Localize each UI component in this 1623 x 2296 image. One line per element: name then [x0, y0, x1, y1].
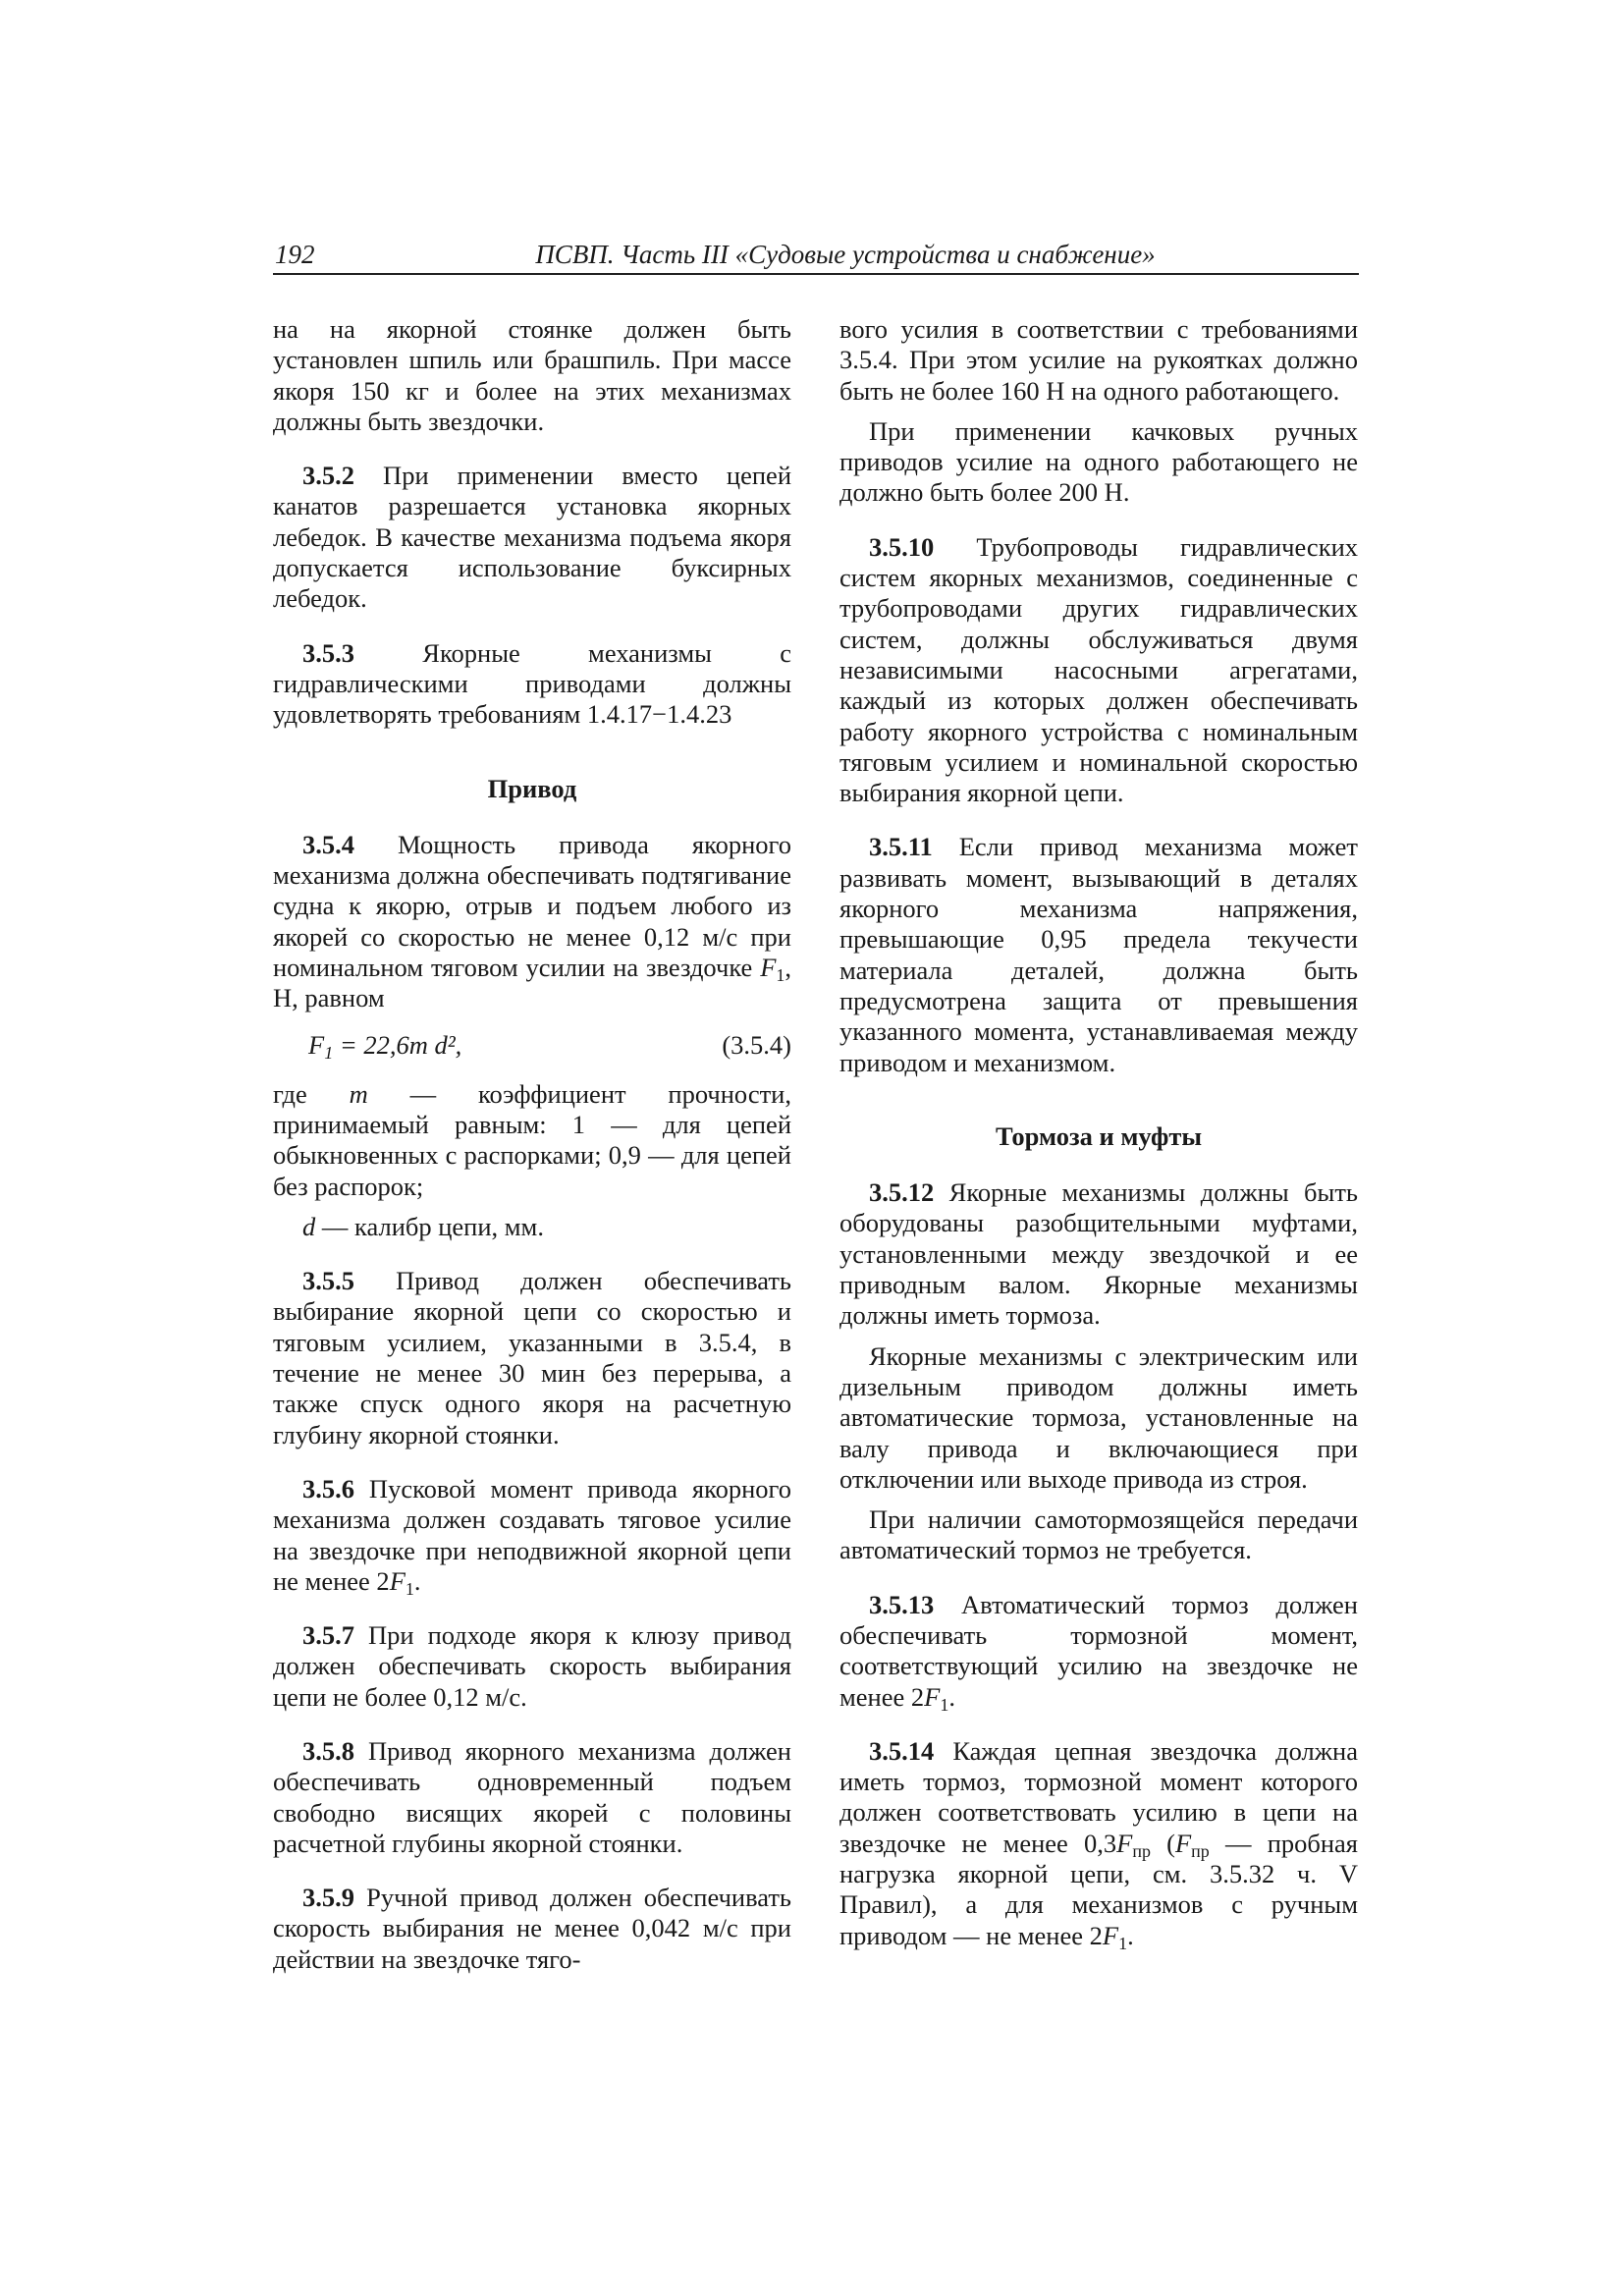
section-3-5-13 [839, 1590, 1358, 1713]
page-number: 192 [275, 240, 315, 269]
section-text-tail: . [413, 1565, 421, 1596]
section-number: 3.5.2 [302, 461, 354, 491]
section-text: Каждая цепная звездочка должна иметь тормоз, тормозной момент которого должен соответствовать усилию в цепи на звездочке не менее 0,3 [839, 1735, 1358, 1858]
symbol-F: F [1174, 1828, 1192, 1858]
subscript: пр [1132, 1840, 1151, 1861]
section-number: 3.5.9 [302, 1883, 354, 1913]
subscript: 1 [405, 1578, 414, 1599]
section-text: Якорные механизмы с гидравлическими приводами должны удовлетворять требованиям 1.4.17−1.4.23 [273, 637, 791, 730]
section-text: Ручной привод должен обеспечивать скорость выбирания не менее 0,042 м/с при действии на звездочке тяго- [273, 1883, 791, 1974]
section-text: Трубопроводы гидравлических систем якорных механизмов, соединенные с трубопроводами других гидравлических систем, должны обслуживаться двумя независимыми насосными агрегатами, каждый из которых должен обеспечивать работу якорного устройства с номинальным тяговым усилием и номинальной скоростью выбирания якорной цепи. [839, 531, 1358, 808]
where-text: — коэффициент прочности, принимаемый равным: 1 — для цепей обыкновенных с распорками; 0,9 — для цепей без распорок; [273, 1078, 791, 1201]
formula-expression [308, 1030, 461, 1061]
section-3-5-11 [839, 832, 1358, 1077]
section-3-5-6 [273, 1474, 791, 1597]
section-number: 3.5.6 [302, 1473, 354, 1503]
paragraph-self-braking: При наличии самотормозящейся передачи автоматический тормоз не требуется. [839, 1504, 1358, 1565]
section-3-5-8 [273, 1736, 791, 1859]
subscript: 1 [1118, 1933, 1128, 1953]
subscript: 1 [940, 1694, 949, 1715]
symbol-d: d [302, 1211, 316, 1241]
section-text: Если привод механизма может развивать момент, вызывающий в деталях якорного механизма напряжения, превышающие 0,95 предела текучести материала деталей, должна быть предусмотрена защита от превышения указанного момента, устанавливаемая между приводом и механизмом. [839, 832, 1358, 1077]
header-title: ПСВП. Часть III «Судовые устройства и снабжение» [535, 240, 1156, 269]
section-3-5-5 [273, 1266, 791, 1450]
section-text: Автоматический тормоз должен обеспечивать тормозной момент, соответствующий усилию на звездочке не менее 2 [839, 1589, 1358, 1712]
symbol-F: F [1116, 1828, 1133, 1858]
section-text: Якорные механизмы должны быть оборудованы разобщительными муфтами, установленными между звездочкой и ее приводным валом. Якорные механизмы должны иметь тормоза. [839, 1177, 1358, 1331]
formula-rhs: = 22,6m d², [333, 1029, 462, 1060]
where-lead: где [273, 1078, 350, 1109]
section-3-5-3 [273, 638, 791, 731]
section-text: При применении вместо цепей канатов разрешается установка якорных лебедок. В качестве механизма подъема якоря допускается использование буксирных лебедок. [273, 461, 791, 614]
section-number: 3.5.4 [302, 829, 354, 859]
section-number: 3.5.14 [869, 1735, 935, 1766]
subscript: 1 [776, 965, 785, 986]
section-3-5-7 [273, 1620, 791, 1713]
paragraph-continuation: на на якорной стоянке должен быть установлен шпиль или брашпиль. При массе якоря 150 кг и более на этих механизмах должны быть звездочки. [273, 314, 791, 436]
section-number: 3.5.5 [302, 1266, 354, 1296]
where-d-text: — калибр цепи, мм. [315, 1211, 544, 1241]
formula-number: (3.5.4) [722, 1029, 791, 1060]
section-3-5-9 [273, 1883, 791, 1975]
section-text-mid: — пробная нагрузка якорной цепи, см. 3.5.32 ч. V Правил), а для механизмов с ручным приводом — не менее 2 [839, 1828, 1358, 1950]
section-text: Привод якорного механизма должен обеспечивать одновременный подъем свободно висящих якорей с половины расчетной глубины якорной стоянки. [273, 1735, 791, 1858]
running-header [273, 240, 1359, 275]
formula-3-5-4 [273, 1030, 791, 1067]
section-3-5-14 [839, 1736, 1358, 1951]
heading-brakes: Тормоза и муфты [995, 1121, 1203, 1151]
symbol-m: m [349, 1078, 368, 1109]
section-3-5-12 [839, 1177, 1358, 1331]
section-number: 3.5.10 [869, 531, 935, 562]
paragraph-manual-drive: При применении качковых ручных приводов усилие на одного работающего не должно быть более 200 Н. [839, 415, 1358, 508]
left-column [273, 314, 791, 1985]
symbol-F: F [389, 1565, 406, 1596]
paragraph-continuation: вого усилия в соответствии с требованиями 3.5.4. При этом усилие на рукоятках должно быть не более 160 Н на одного работающего. [839, 314, 1358, 406]
formula-where-d [273, 1212, 791, 1242]
section-3-5-10 [839, 532, 1358, 809]
formula-where [273, 1079, 791, 1202]
section-text: При подходе якоря к клюзу привод должен обеспечивать скорость выбирания цепи не более 0,12 м/с. [273, 1620, 791, 1712]
section-text: Пусковой момент привода якорного механизма должен создавать тяговое усилие на звездочке при неподвижной якорной цепи не менее 2 [273, 1473, 791, 1596]
section-text: Привод должен обеспечивать выбирание якорной цепи со скоростью и тяговым усилием, указанными в 3.5.4, в течение не менее 30 мин без перерыва, а также спуск одного якоря на расчетную глубину якорной стоянки. [273, 1266, 791, 1449]
formula-lhs: F [308, 1029, 325, 1060]
formula-subscript: 1 [324, 1042, 334, 1063]
section-text-tail: . [1127, 1920, 1134, 1950]
section-number: 3.5.7 [302, 1620, 354, 1651]
paragraph-auto-brakes: Якорные механизмы с электрическим или дизельным приводом должны иметь автоматические тормоза, установленные на валу привода и включающиеся при отключении или выходе привода из строя. [839, 1340, 1358, 1494]
section-text-tail: . [948, 1681, 955, 1712]
symbol-F: F [924, 1681, 941, 1712]
right-column [839, 314, 1358, 1961]
section-text: Мощность привода якорного механизма должна обеспечивать подтягивание судна к якорю, отрыв и подъем любого из якорей со скоростью не менее 0,12 м/с при номинальном тяговом усилии на звездочке [273, 829, 791, 983]
symbol-F: F [760, 953, 777, 983]
section-text-mid: ( [1150, 1828, 1175, 1858]
heading-drive: Привод [487, 773, 577, 803]
section-number: 3.5.3 [302, 637, 354, 668]
subscript: пр [1191, 1840, 1210, 1861]
section-3-5-2 [273, 461, 791, 614]
section-number: 3.5.12 [869, 1177, 935, 1208]
symbol-F: F [1102, 1920, 1119, 1950]
section-3-5-4 [273, 830, 791, 1014]
section-number: 3.5.13 [869, 1589, 935, 1619]
section-number: 3.5.11 [869, 832, 933, 862]
section-text-tail: , Н, равном [273, 953, 791, 1013]
section-number: 3.5.8 [302, 1735, 354, 1766]
